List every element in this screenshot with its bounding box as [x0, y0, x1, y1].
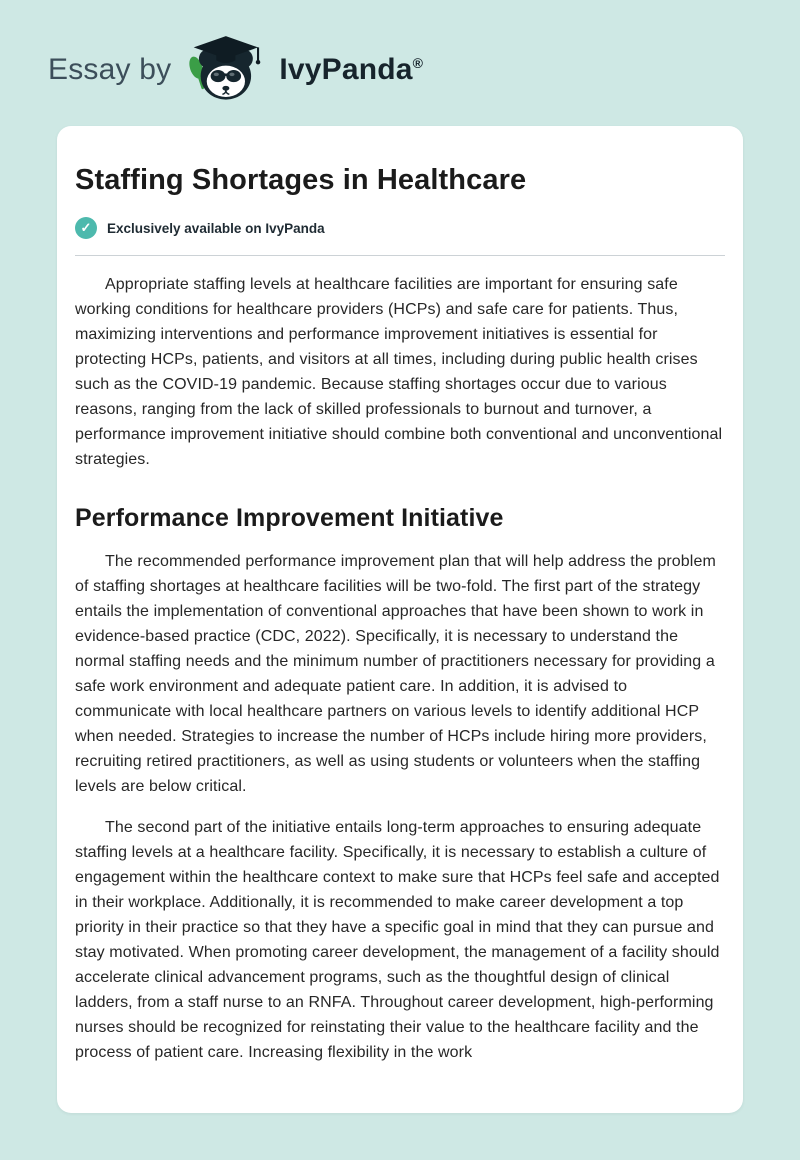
brand-name: [279, 53, 423, 87]
section-paragraph-1: The recommended performance improvement plan that will help address the problem of staffing shortages at healthcare facilities will be two-fold. The first part of the strategy entails the implementation of conventional approaches that have been shown to work in evidence-based practice (CDC, 2022). Specifically, it is necessary to understand the normal staffing needs and the minimum number of practitioners necessary for providing a safe work environment and adequate patient care. In addition, it is advised to communicate with local healthcare partners on various levels to identify additional HCP when needed. Strategies to increase the number of HCPs include hiring more providers, recruiting retired practitioners, as well as using students or volunteers when the staffing levels are below critical.: [75, 553, 716, 795]
essay-title: Staffing Shortages in Healthcare: [75, 164, 527, 196]
brand-text: IvyPanda: [279, 53, 413, 86]
intro-paragraph: Appropriate staffing levels at healthcare facilities are important for ensuring safe working conditions for healthcare providers (HCPs) and safe care for patients. Thus, maximizing interventions and performance improvement initiatives is essential for protecting HCPs, patients, and visitors at all times, including during public health crises such as the COVID-19 pandemic. Because staffing shortages occur due to various reasons, ranging from the lack of skilled professionals to burnout and turnover, a performance improvement initiative should combine both conventional and unconventional strategies.: [75, 276, 723, 468]
check-circle-icon: ✓: [75, 217, 97, 239]
ivypanda-panda-logo-icon: [185, 33, 265, 107]
section-paragraph-2: The second part of the initiative entails long-term approaches to ensuring adequate staffing levels at a healthcare facility. Specifically, it is necessary to establish a culture of engagement within the healthcare context to make sure that HCPs feel safe and accepted in their workplace. Additionally, it is recommended to make career development a top priority in their practice so that they have a specific goal in mind that they can pursue and stay motivated. When promoting career development, the management of a facility should accelerate clinical advancement programs, such as the thoughtful design of clinical ladders, from a staff nurse to an RNFA. Throughout career development, high-performing nurses should be recognized for reinstating their value to the healthcare facility and the process of patient care. Increasing flexibility in the work: [75, 819, 720, 1061]
divider: [75, 255, 725, 256]
essay-by-label: Essay by: [48, 53, 172, 86]
availability-row: [75, 217, 725, 239]
site-header: [0, 0, 800, 126]
availability-text: Exclusively available on IvyPanda: [107, 220, 325, 236]
essay-card: [57, 126, 743, 1113]
section-heading: Performance Improvement Initiative: [75, 504, 504, 532]
registered-mark: ®: [412, 55, 424, 71]
